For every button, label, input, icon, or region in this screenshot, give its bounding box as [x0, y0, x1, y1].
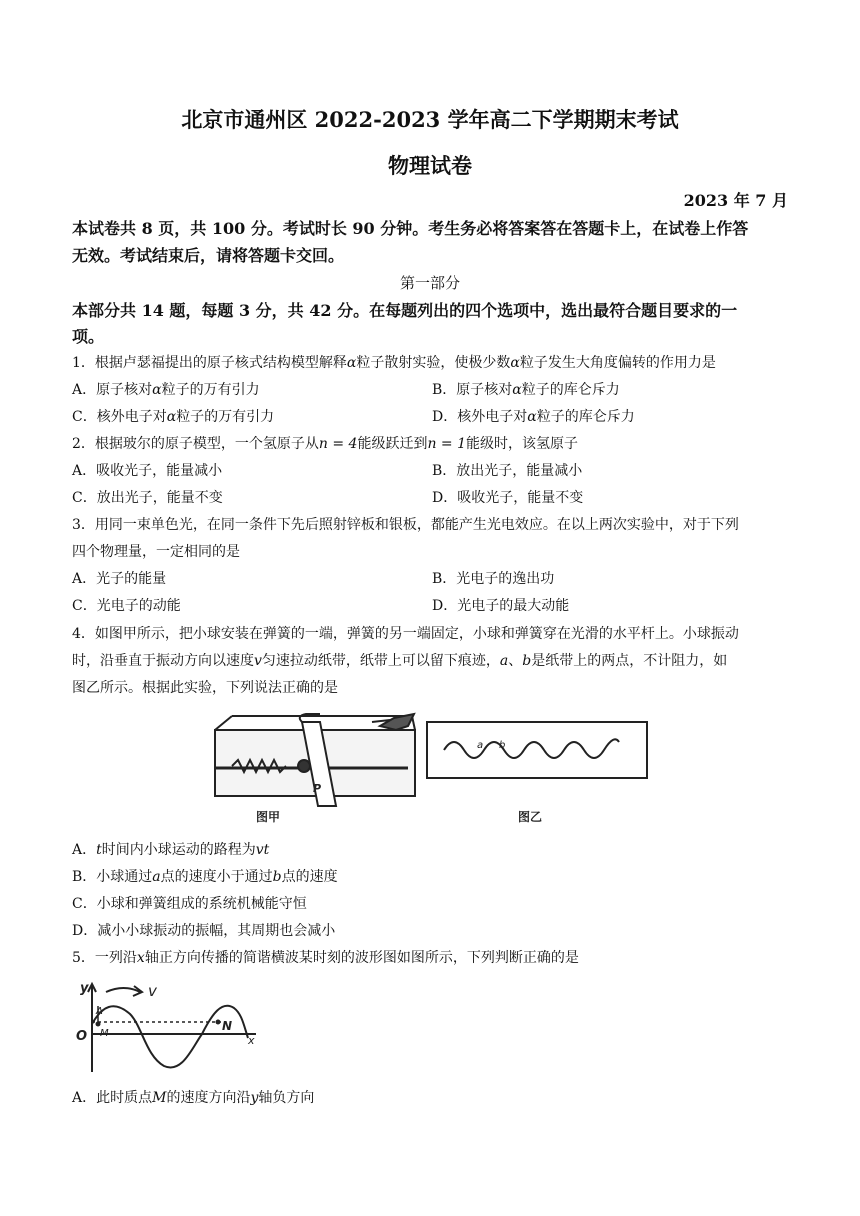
q1-stem-text: 粒子散射实验，使极少数	[356, 355, 511, 371]
q2-stem-text: 2．根据玻尔的原子模型，一个氢原子从	[72, 436, 319, 452]
option-text: 粒子的库仑斥力	[536, 409, 635, 425]
q3-stem-line-2: 四个物理量，一定相同的是	[72, 544, 240, 560]
q4-stem-text: 时，沿垂直于振动方向以速度	[72, 653, 254, 669]
option-text: 粒子的库仑斥力	[521, 382, 620, 398]
q2-option-d: D．吸收光子，能量不变	[432, 490, 584, 506]
q4-option-b	[72, 866, 338, 886]
part-heading: 第一部分	[399, 274, 460, 292]
page-title: 北京市通州区 2022-2023 学年高二下学期期末考试	[181, 107, 679, 132]
q5-wave-figure	[72, 978, 262, 1074]
option-text: B．小球通过	[72, 869, 153, 885]
q4-stem-line-1: 4．如图甲所示，把小球安装在弹簧的一端，弹簧的另一端固定，小球和弹簧穿在光滑的水平杆上。小球振动	[72, 626, 739, 642]
option-text: D．核外电子对	[432, 409, 528, 425]
level-n4: n = 4	[318, 436, 358, 452]
q2-option-b: B．放出光子，能量减小	[432, 463, 583, 479]
var-v: v	[254, 653, 262, 669]
fig-n-label: N	[222, 1019, 233, 1033]
option-text: 轴负方向	[258, 1090, 315, 1106]
q4-option-a	[72, 839, 269, 859]
q2-option-c: C．放出光子，能量不变	[72, 490, 223, 506]
alpha-symbol: α	[527, 409, 537, 425]
q4-option-c: C．小球和弹簧组成的系统机械能守恒	[72, 896, 307, 912]
q2-stem	[72, 433, 578, 453]
option-text: 的速度方向沿	[166, 1090, 251, 1106]
q1-stem	[72, 352, 716, 372]
alpha-symbol: α	[152, 382, 162, 398]
alpha-symbol: α	[512, 382, 522, 398]
wave-curve	[92, 1006, 248, 1068]
q5-stem-text: 轴正方向传播的简谐横波某时刻的波形图如图所示，下列判断正确的是	[144, 950, 579, 966]
table-edge	[215, 716, 232, 730]
q2-stem-text: 能级时，该氢原子	[466, 436, 579, 452]
var-a: a	[152, 869, 161, 885]
option-text: 时间内小球运动的路程为	[101, 842, 256, 858]
q1-option-a	[72, 379, 260, 399]
velocity-arrow	[106, 988, 140, 992]
q1-stem-text: 1．根据卢瑟福提出的原子核式结构模型解释	[72, 355, 347, 371]
q4-figure	[212, 708, 652, 826]
fig-x-label: x	[248, 1034, 255, 1047]
q1-option-c	[72, 406, 274, 426]
option-text: C．核外电子对	[72, 409, 167, 425]
option-text: A．	[72, 842, 97, 858]
q3-option-d: D．光电子的最大动能	[432, 598, 570, 614]
instructions-line-1: 本试卷共 8 页，共 100 分。考试时长 90 分钟。考生务必将答案答在答题卡上，在试卷上作答	[72, 219, 749, 238]
page-subtitle: 物理试卷	[388, 153, 472, 178]
tape-frame	[427, 722, 647, 778]
option-text: 粒子的万有引力	[161, 382, 260, 398]
part-intro-line-2: 项。	[72, 327, 105, 346]
q4-stem-line-3: 图乙所示。根据此实验，下列说法正确的是	[72, 680, 338, 696]
fig-y-label: y	[80, 981, 89, 996]
var-a: a	[499, 653, 509, 669]
q1-option-d	[432, 406, 635, 426]
var-b: b	[522, 653, 532, 669]
q2-stem-text: 能级跃迁到	[357, 436, 428, 452]
fig-v-label: v	[148, 982, 157, 1000]
part-intro-line-1: 本部分共 14 题，每题 3 分，共 42 分。在每题列出的四个选项中，选出最符合题目要求的一	[72, 301, 738, 320]
option-text: B．原子核对	[432, 382, 513, 398]
var-t: t	[96, 842, 102, 858]
level-n1: n = 1	[427, 436, 467, 452]
q1-option-b	[432, 379, 620, 399]
fig-jia-label: 图甲	[256, 810, 281, 824]
fig-a-label: A	[96, 1006, 103, 1017]
option-text: A．此时质点	[72, 1090, 153, 1106]
option-text: 点的速度	[281, 869, 338, 885]
q4-stem-text: 是纸带上的两点，不计阻力，如	[531, 653, 728, 669]
q4-option-d: D．减小小球振动的振幅，其周期也会减小	[72, 923, 336, 939]
q3-stem-line-1: 3．用同一束单色光，在同一条件下先后照射锌板和银板，都能产生光电效应。在以上两次实验中，对于下列	[72, 517, 739, 533]
figure-yi	[427, 722, 647, 778]
fig-m-label: M	[100, 1028, 109, 1039]
q2-option-a: A．吸收光子，能量减小	[72, 463, 223, 479]
fig-o-label: O	[76, 1029, 88, 1044]
alpha-symbol: α	[346, 355, 357, 371]
var-y: y	[250, 1090, 259, 1106]
q5-stem-text: 5．一列沿	[72, 950, 137, 966]
alpha-symbol: α	[166, 409, 177, 425]
fig-a-label: a	[477, 740, 484, 751]
q1-stem-text: 粒子发生大角度偏转的作用力是	[519, 355, 716, 371]
q4-stem-line-2	[72, 650, 727, 670]
wave-trace	[444, 739, 619, 758]
fig-b-label: b	[499, 740, 506, 751]
var-b: b	[272, 869, 282, 885]
var-vt: vt	[255, 842, 270, 858]
ball-icon	[298, 760, 310, 772]
q4-stem-text: 匀速拉动纸带，纸带上可以留下痕迹，	[261, 653, 500, 669]
q3-option-a: A．光子的能量	[72, 571, 167, 587]
option-text: A．原子核对	[72, 382, 153, 398]
q3-option-b: B．光电子的逸出功	[432, 571, 555, 587]
instructions-line-2: 无效。考试结束后，请将答题卡交回。	[72, 246, 345, 265]
point-n	[216, 1020, 221, 1025]
alpha-symbol: α	[510, 355, 520, 371]
point-m	[96, 1022, 101, 1027]
q5-stem	[72, 947, 579, 967]
q4-stem-text: 、	[508, 653, 523, 669]
var-x: x	[136, 950, 145, 966]
q3-option-c: C．光电子的动能	[72, 598, 181, 614]
option-text: 粒子的万有引力	[176, 409, 275, 425]
fig-p-label: P	[313, 782, 322, 795]
fig-yi-label: 图乙	[518, 810, 543, 824]
option-text: 点的速度小于通过	[160, 869, 273, 885]
var-m: M	[152, 1090, 167, 1106]
exam-date: 2023 年 7 月	[683, 191, 788, 210]
q5-option-a	[72, 1087, 314, 1107]
